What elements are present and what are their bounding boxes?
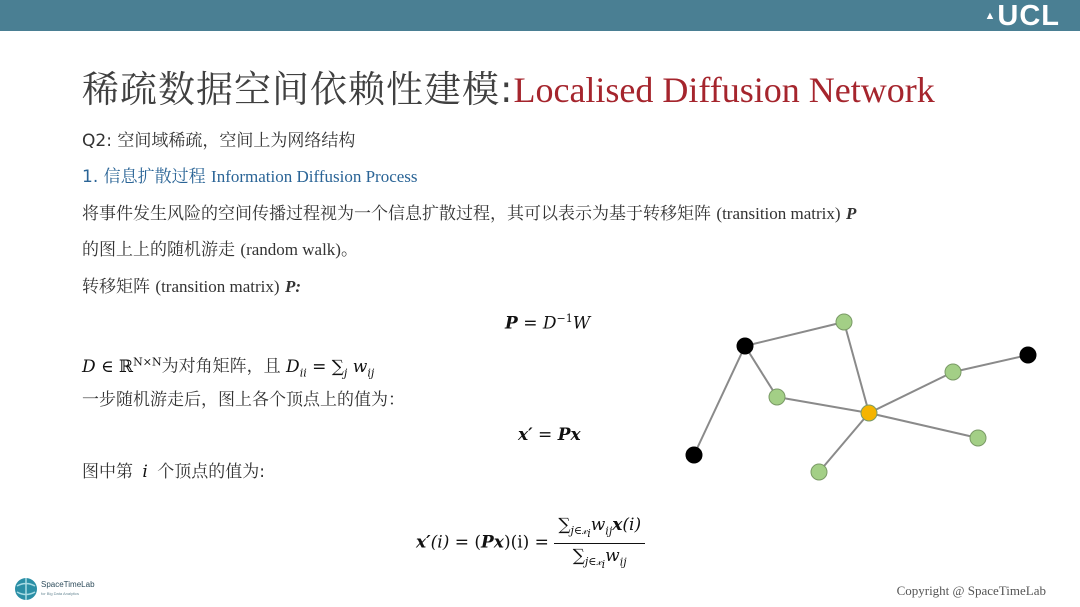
section-heading-en: Information Diffusion Process: [211, 167, 418, 186]
dii-symbol: D: [286, 356, 300, 377]
num-w: w: [590, 515, 606, 535]
eq3-px: Px: [481, 532, 504, 553]
num-xi: (i): [622, 515, 642, 535]
num-sub-text: j∈𝓍: [570, 524, 588, 538]
graph-edge-n2-n4: [844, 322, 869, 413]
graph-node-n4-orange: [861, 405, 877, 421]
num-w-sub: ij: [605, 524, 613, 538]
para2-end: 。: [340, 240, 358, 260]
graph-node-n6-black: [1020, 347, 1036, 363]
lab-subtitle: for Big Data Analytics: [41, 591, 80, 596]
graph-edge-n5-n6: [953, 355, 1028, 372]
d-dims: N×N: [133, 355, 162, 368]
lab-name: SpaceTimeLab: [41, 580, 95, 589]
eq1-equals: =: [517, 313, 543, 334]
dii-w-sub: ij: [367, 366, 375, 380]
ucl-logo: [985, 2, 1061, 31]
lab-name-block: [41, 580, 95, 598]
d-in-real: ∈ ℝ: [95, 356, 134, 377]
paragraph-line-2: [82, 238, 358, 262]
diffusion-network-graph: [670, 300, 1070, 490]
q2-text: Q2: 空间域稀疏，空间上为网络结构: [82, 131, 356, 151]
graph-edge-n4-n7: [869, 413, 978, 438]
eq1-lhs: P: [505, 313, 518, 334]
section-heading-cn: 1. 信息扩散过程: [82, 167, 206, 187]
slide-title: [82, 63, 935, 124]
eq1-d: D: [542, 313, 557, 334]
one-step-line: [82, 388, 405, 412]
transition-matrix-line: [82, 275, 301, 299]
den-sum-sub: [584, 554, 606, 572]
title-separator: :: [500, 68, 514, 111]
para1-en: (transition matrix): [716, 204, 841, 223]
eq3-lhs-x: x′: [416, 532, 431, 553]
eq1-exponent: −1: [556, 312, 573, 325]
diagonal-matrix-line: [82, 350, 374, 385]
graph-node-n2-green: [836, 314, 852, 330]
title-english: Localised Diffusion Network: [513, 70, 935, 110]
graph-edge-n4-n5: [869, 372, 953, 413]
d-cn: 为对角矩阵，且: [161, 356, 281, 377]
spacetimelab-logo: [14, 577, 95, 601]
para2-cn: 的图上上的随机游走: [82, 240, 235, 260]
num-sum: ∑: [558, 515, 571, 535]
ith-cn1: 图中第: [82, 462, 133, 482]
dii-w: w: [347, 356, 368, 377]
graph-node-n8-green: [811, 464, 827, 480]
ith-vertex-line: [82, 460, 265, 484]
para2-en: (random walk): [240, 240, 341, 259]
graph-edge-n3-n4: [777, 397, 869, 413]
equation-p: [505, 312, 590, 334]
q2-line: [82, 129, 355, 153]
den-sum: ∑: [572, 545, 585, 566]
tm-symbol: P: [284, 277, 296, 296]
top-bar: [0, 0, 1080, 31]
graph-node-n5-green: [945, 364, 961, 380]
dome-icon: ▲: [984, 10, 997, 22]
den-w-sub: ij: [619, 554, 627, 568]
graph-edge-n1-n3: [745, 346, 777, 397]
graph-edge-n4-n8: [819, 413, 869, 472]
globe-icon: [14, 577, 38, 601]
ith-cn2: 个顶点的值为:: [157, 462, 265, 482]
one-step-text: 一步随机游走后，图上各个顶点上的值为：: [82, 390, 405, 410]
eq2-rhs: Px: [557, 425, 581, 445]
graph-node-n1-black: [737, 338, 753, 354]
tm-en: (transition matrix): [155, 277, 280, 296]
ucl-logo-text: UCL: [997, 0, 1060, 32]
equation-x: [518, 425, 581, 445]
eq3-numerator: [554, 515, 645, 544]
den-sub-text: j∈𝓍: [584, 554, 602, 568]
dii-definition: [286, 356, 375, 380]
num-sum-sub: [570, 524, 591, 541]
section-heading: [82, 165, 418, 189]
equation-xi: [416, 515, 645, 571]
dii-sum: = ∑: [306, 356, 344, 377]
d-definition: [82, 357, 162, 377]
graph-edge-n1-n2: [745, 322, 844, 346]
graph-edge-n1-n9: [694, 346, 745, 455]
eq3-lhs-i: (i): [430, 532, 450, 553]
d-symbol: D: [82, 356, 96, 377]
dii-sum-sub: j: [343, 366, 348, 380]
den-subsub: i: [601, 558, 606, 572]
paragraph-line-1: [82, 202, 856, 226]
para1-symbol: P: [845, 204, 857, 223]
tm-cn: 转移矩阵: [82, 277, 150, 297]
graph-node-n9-black: [686, 447, 702, 463]
eq3-denominator: [554, 544, 645, 572]
den-w: w: [605, 545, 620, 566]
eq3-mid: )(i) =: [503, 532, 555, 553]
graph-node-n7-green: [970, 430, 986, 446]
tm-colon: :: [295, 277, 302, 296]
copyright: Copyright @ SpaceTimeLab: [896, 583, 1046, 598]
eq3-fraction: [554, 515, 645, 571]
eq1-w: W: [572, 313, 591, 334]
eq2-lhs: x′: [518, 425, 533, 445]
dii-sub: ii: [299, 366, 307, 380]
graph-node-n3-green: [769, 389, 785, 405]
para1-cn: 将事件发生风险的空间传播过程视为一个信息扩散过程，其可以表示为基于转移矩阵: [82, 204, 711, 224]
eq2-equals: =: [532, 425, 558, 445]
title-chinese: 稀疏数据空间依赖性建模: [82, 68, 500, 111]
num-subsub: i: [587, 527, 591, 541]
eq3-equals1: = (: [449, 532, 482, 553]
ith-i: i: [142, 462, 148, 482]
num-x: x: [612, 515, 623, 535]
